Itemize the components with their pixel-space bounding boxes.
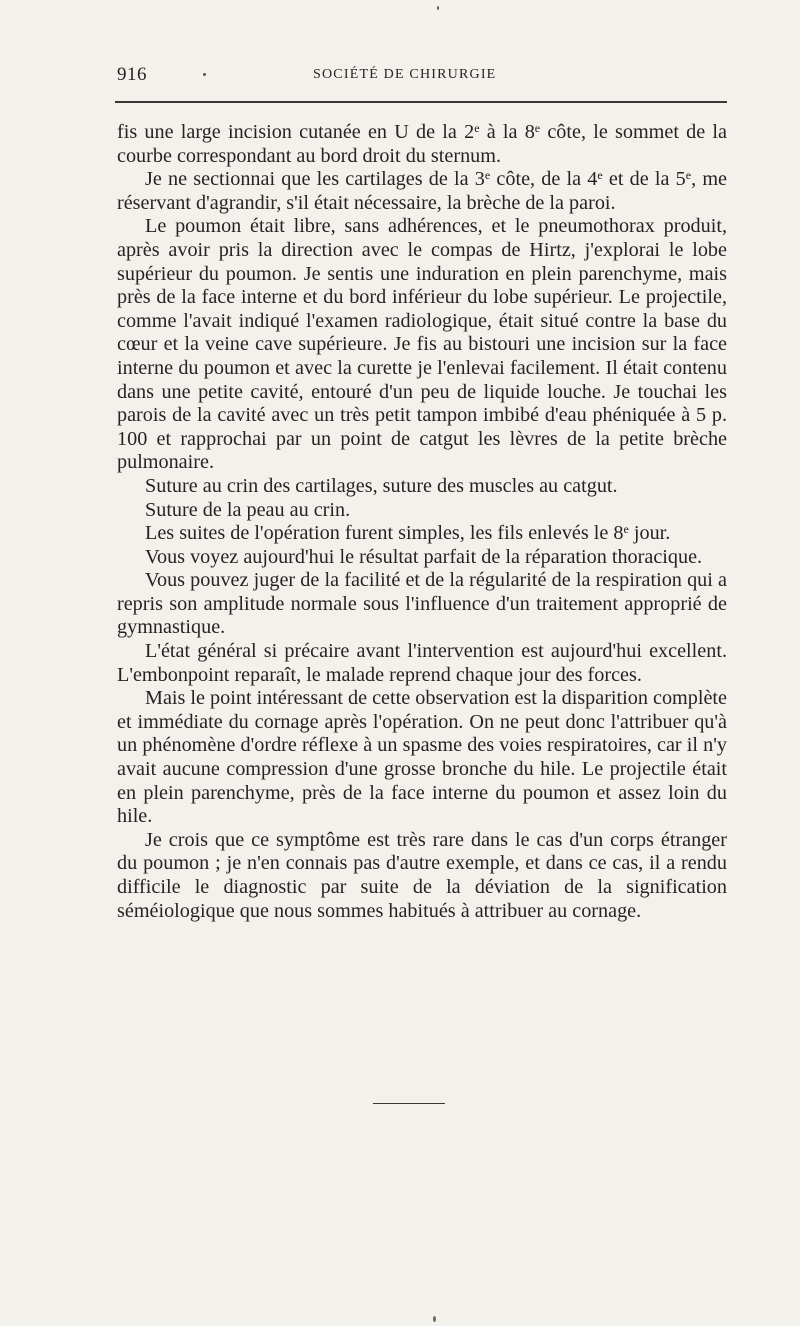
end-rule (373, 1103, 445, 1104)
paragraph: Vous pouvez juger de la facilité et de la régularité de la respiration qui a repris son amplitude normale sous l'influence d'un traitement approprié de gymnastique. (117, 569, 727, 639)
paragraph: Suture de la peau au crin. (145, 498, 351, 521)
body-text (117, 121, 727, 923)
running-title: SOCIÉTÉ DE CHIRURGIE (313, 67, 497, 82)
page-header (117, 64, 725, 90)
paragraph: Je crois que ce symptôme est très rare dans le cas d'un corps étranger du poumon ; je n'en connais pas d'autre exemple, et dans ce cas, il a rendu difficile le diagnostic par suite de la déviation de la signification séméiologique que nous sommes habitués à attribuer au cornage. (117, 828, 727, 922)
paper-speck (433, 1316, 436, 1322)
header-dot (203, 73, 206, 76)
paragraph: Le poumon était libre, sans adhérences, et le pneumothorax produit, après avoir pris la direction avec le compas de Hirtz, j'explorai le lobe supérieur du poumon. Je sentis une induration en plein parenchyme, mais près de la face interne et du bord inférieur du lobe supérieur. Le projectile, comme l'avait indiqué l'examen radiologique, était situé contre la base du cœur et la veine cave supérieure. Je fis au bistouri une incision sur la face interne du poumon et avec la curette je l'enlevai facilement. Il était contenu dans une petite cavité, entouré d'un peu de liquide louche. Je touchai les parois de la cavité avec un très petit tampon imbibé d'eau phéniquée à 5 p. 100 et rapprochai par un point de catgut les lèvres de la petite brèche pulmonaire. (117, 215, 727, 474)
page-number: 916 (117, 64, 147, 85)
paragraph: Mais le point intéressant de cette observation est la disparition complète et immédiate du cornage après l'opération. On ne peut donc l'attribuer qu'à un phénomène d'ordre réflexe à un spasme des voies respiratoires, car il n'y avait aucune compression d'une grosse bronche du hile. Le projectile était en plein parenchyme, près de la face interne du poumon et assez loin du hile. (117, 687, 727, 828)
paragraph: fis une large incision cutanée en U de la 2e à la 8e côte, le sommet de la courbe correspondant au bord droit du sternum. (117, 121, 727, 167)
header-rule (115, 101, 727, 103)
paragraph: L'état général si précaire avant l'intervention est aujourd'hui excellent. L'embonpoint reparaît, le malade reprend chaque jour des forces. (117, 640, 727, 686)
paragraph: Je ne sectionnai que les cartilages de la 3e côte, de la 4e et de la 5e, me réservant d'agrandir, s'il était nécessaire, la brèche de la paroi. (117, 168, 727, 214)
paragraph: Suture au crin des cartilages, suture des muscles au catgut. (145, 474, 618, 497)
paragraph: Vous voyez aujourd'hui le résultat parfait de la réparation thoracique. (145, 545, 703, 568)
paragraph: Les suites de l'opération furent simples, les fils enlevés le 8e jour. (145, 522, 671, 545)
paper-speck (437, 6, 439, 10)
